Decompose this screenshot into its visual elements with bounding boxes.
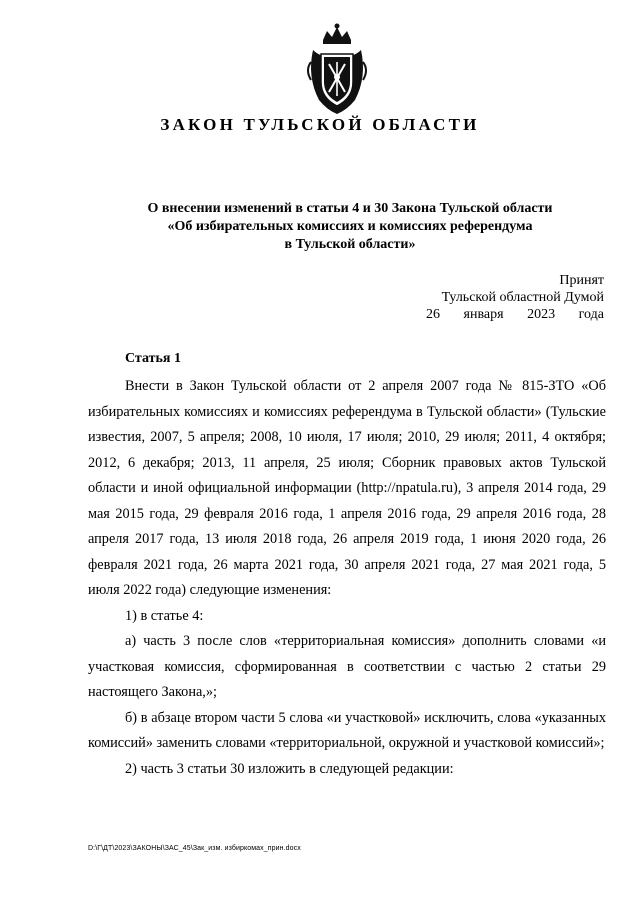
subject-line: О внесении изменений в статьи 4 и 30 Закона Тульской области (147, 201, 553, 216)
date-month: января (463, 307, 504, 322)
article-paragraph: б) в абзаце втором части 5 слова «и участковой» исключить, слова «указанных комиссий» заменить словами «территориальной, окружной и участковой комиссий»; (88, 709, 606, 751)
subject-line: «Об избирательных комиссиях и комиссиях референдума (167, 219, 533, 234)
adopted-label: Принят (559, 273, 604, 288)
adopted-body: Тульской областной Думой (441, 290, 604, 305)
article-paragraph: Внести в Закон Тульской области от 2 апреля 2007 года № 815-ЗТО «Об избирательных комиссиях и комиссиях референдума в Тульской области» (Тульские известия, 2007, 5 апреля; 2008, 10 июля, 17 июля; 2010, 29 июля; 2011, 4 октября; 2012, 6 декабря; 2013, 11 апреля, 25 июля; Сборник правовых актов Тульской области и иной официальной информации (http://npatula.ru), 3 апреля 2014 года, 29 мая 2015 года, 29 февраля 2016 года, 1 апреля 2016 года, 29 апреля 2016 года, 28 апреля 2017 года, 13 июля 2018 года, 26 апреля 2019 года, 1 июня 2020 года, 26 февраля 2021 года, 26 марта 2021 года, 30 апреля 2021 года, 27 мая 2021 года, 5 июля 2022 года) следующие изменения: (88, 378, 606, 598)
adoption-date (426, 306, 604, 323)
law-title: ЗАКОН ТУЛЬСКОЙ ОБЛАСТИ (160, 115, 480, 134)
article-paragraph: 2) часть 3 статьи 30 изложить в следующей редакции: (125, 760, 454, 777)
coat-of-arms-icon (297, 22, 377, 116)
subject-line: в Тульской области» (284, 237, 416, 252)
law-subject (0, 200, 640, 254)
article-heading: Статья 1 (125, 351, 181, 366)
article-paragraph: 1) в статье 4: (125, 607, 204, 624)
article-body (88, 374, 606, 782)
article-paragraph: а) часть 3 после слов «территориальная комиссия» дополнить словами «и участковая комиссия, сформированная в соответствии с частью 2 статьи 29 настоящего Закона,»; (88, 633, 606, 700)
adoption-block (426, 272, 604, 323)
date-day: 26 (426, 307, 440, 322)
date-suffix: года (578, 307, 604, 322)
date-year: 2023 (527, 307, 556, 322)
file-path-footer: D:\Г\ДТ\2023\ЗАКОНЫ\ЗАС_45\Зак_изм. избиркомах_прин.docx (88, 845, 301, 852)
